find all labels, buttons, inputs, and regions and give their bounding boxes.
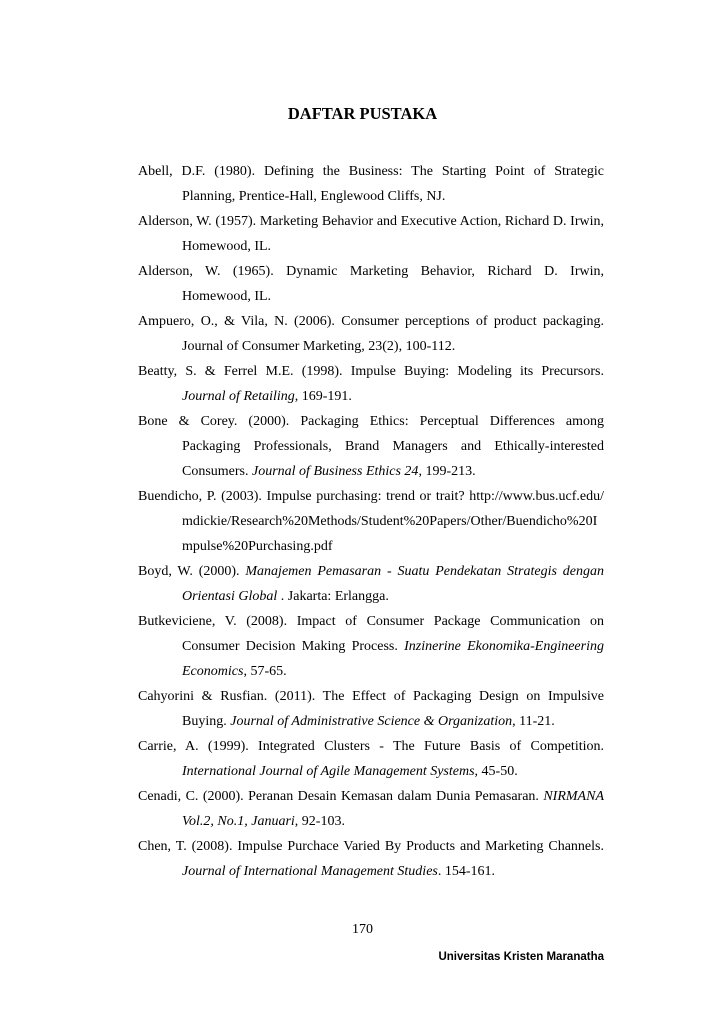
- reference-list: [138, 159, 604, 884]
- reference-text: , 169-191.: [294, 389, 352, 404]
- reference-entry: [138, 409, 604, 484]
- reference-text: , 199-213.: [418, 464, 476, 479]
- reference-text: , 11-21.: [512, 714, 555, 729]
- reference-entry: [138, 609, 604, 684]
- reference-source-italic: International Journal of Agile Management Systems: [182, 764, 475, 779]
- reference-url: http://www.bus.ucf.edu/mdickie/Research%20Methods/Student%20Papers/Other/Buendicho%20Impulse%20Purchasing.pdf: [182, 489, 604, 554]
- reference-entry: [138, 159, 604, 209]
- reference-source-italic: Manajemen Pemasaran - Suatu Pendekatan Strategis dengan Orientasi Global: [182, 564, 604, 604]
- page-number: 170: [352, 922, 373, 937]
- reference-text: Bone & Corey. (2000). Packaging Ethics: Perceptual Differences among Packaging Professionals, Brand Managers and Ethically-interested Consumers.: [138, 414, 604, 479]
- reference-text: . Jakarta: Erlangga.: [277, 589, 389, 604]
- reference-entry: [138, 209, 604, 259]
- reference-source-italic: Journal of Business Ethics 24: [252, 464, 419, 479]
- reference-text: Ampuero, O., & Vila, N. (2006). Consumer perceptions of product packaging. Journal of Consumer Marketing, 23(2), 100-112.: [138, 314, 604, 354]
- reference-text: Chen, T. (2008). Impulse Purchace Varied By Products and Marketing Channels.: [138, 839, 604, 854]
- reference-text: . 154-161.: [437, 864, 496, 879]
- reference-text: Alderson, W. (1965). Dynamic Marketing Behavior, Richard D. Irwin, Homewood, IL.: [138, 264, 604, 304]
- page-title: DAFTAR PUSTAKA: [287, 104, 438, 123]
- reference-entry: [138, 684, 604, 734]
- reference-text: Butkeviciene, V. (2008). Impact of Consumer Package Communication on Consumer Decision Making Process.: [138, 614, 604, 654]
- reference-text: , 92-103.: [294, 814, 345, 829]
- reference-text: Cahyorini & Rusfian. (2011). The Effect of Packaging Design on Impulsive Buying.: [138, 689, 604, 729]
- reference-entry: [138, 559, 604, 609]
- reference-entry: [138, 734, 604, 784]
- reference-entry: [138, 309, 604, 359]
- reference-source-italic: Journal of Retailing: [182, 389, 295, 404]
- reference-text: Alderson, W. (1957). Marketing Behavior and Executive Action, Richard D. Irwin, Homewood, IL.: [138, 214, 604, 254]
- reference-text: Buendicho, P. (2003). Impulse purchasing: trend or trait?: [138, 489, 470, 504]
- reference-source-italic: Inzinerine Ekonomika-Engineering Economics: [182, 639, 604, 679]
- reference-source-italic: Journal of Administrative Science & Organization: [230, 714, 513, 729]
- reference-entry: [138, 359, 604, 409]
- reference-source-italic: Journal of International Management Studies: [182, 864, 438, 879]
- reference-entry: [138, 834, 604, 884]
- reference-text: , 45-50.: [474, 764, 518, 779]
- footer-institution: Universitas Kristen Maranatha: [438, 951, 604, 963]
- reference-entry: [138, 259, 604, 309]
- reference-source-italic: NIRMANA Vol.2, No.1, Januari: [182, 789, 604, 829]
- reference-text: Beatty, S. & Ferrel M.E. (1998). Impulse Buying: Modeling its Precursors.: [138, 364, 604, 379]
- reference-text: , 57-65.: [243, 664, 287, 679]
- reference-text: Carrie, A. (1999). Integrated Clusters - The Future Basis of Competition.: [138, 739, 604, 754]
- reference-text: Boyd, W. (2000).: [138, 564, 246, 579]
- reference-entry: [138, 484, 604, 559]
- reference-entry: [138, 784, 604, 834]
- reference-text: Abell, D.F. (1980). Defining the Business: The Starting Point of Strategic Planning, Prentice-Hall, Englewood Cliffs, NJ.: [138, 164, 604, 204]
- reference-text: Cenadi, C. (2000). Peranan Desain Kemasan dalam Dunia Pemasaran.: [138, 789, 544, 804]
